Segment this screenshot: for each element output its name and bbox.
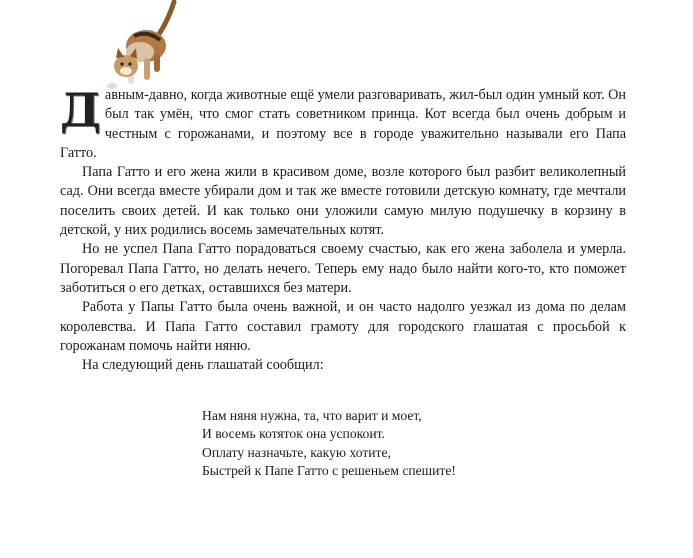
drop-cap: Д bbox=[60, 83, 101, 137]
story-paragraph-5: На следующий день глашатай сообщил: bbox=[82, 357, 324, 374]
poem-line: Быстрей к Папе Гатто с решеньем спешите! bbox=[202, 462, 456, 478]
poem-line: И восемь котяток она успокоит. bbox=[202, 426, 385, 442]
cat-illustration-icon bbox=[104, 0, 180, 96]
story-paragraph-3: Но не успел Папа Гатто порадоваться своему счастью, как его жена заболела и умерла. Погоревал Папа Гатто, но делать нечего. Теперь ему надо было найти кого-то, кто поможет заботиться о его детках, оставшихся без матери. bbox=[60, 241, 626, 296]
poem-line: Оплату назначьте, какую хотите, bbox=[202, 444, 391, 460]
poem bbox=[202, 407, 542, 480]
story-paragraph-1: Давным-давно, когда животные ещё умели разговаривать, жил-был один умный кот. Он был так умён, что смог стать советником принца. Кот всегда был очень добрым и честным с горожанами, и поэтому все в городе уважительно называли его Папа Гатто. bbox=[60, 83, 626, 161]
story-text bbox=[60, 83, 626, 375]
story-paragraph-4: Работа у Папы Гатто была очень важной, и он часто надолго уезжал из дома по делам королевства. И Папа Гатто составил грамоту для городского глашатая с просьбой к горожанам помочь найти няню. bbox=[60, 299, 626, 354]
story-paragraph-2: Папа Гатто и его жена жили в красивом доме, возле которого был разбит великолепный сад. Они всегда вместе убирали дом и так же вместе готовили детскую комнату, где мечтали поселить своих детей. И как только они уложили самую милую подушечку в корзину в детской, у них родились восемь замечательных котят. bbox=[60, 164, 626, 239]
poem-line: Нам няня нужна, та, что варит и моет, bbox=[202, 408, 422, 423]
